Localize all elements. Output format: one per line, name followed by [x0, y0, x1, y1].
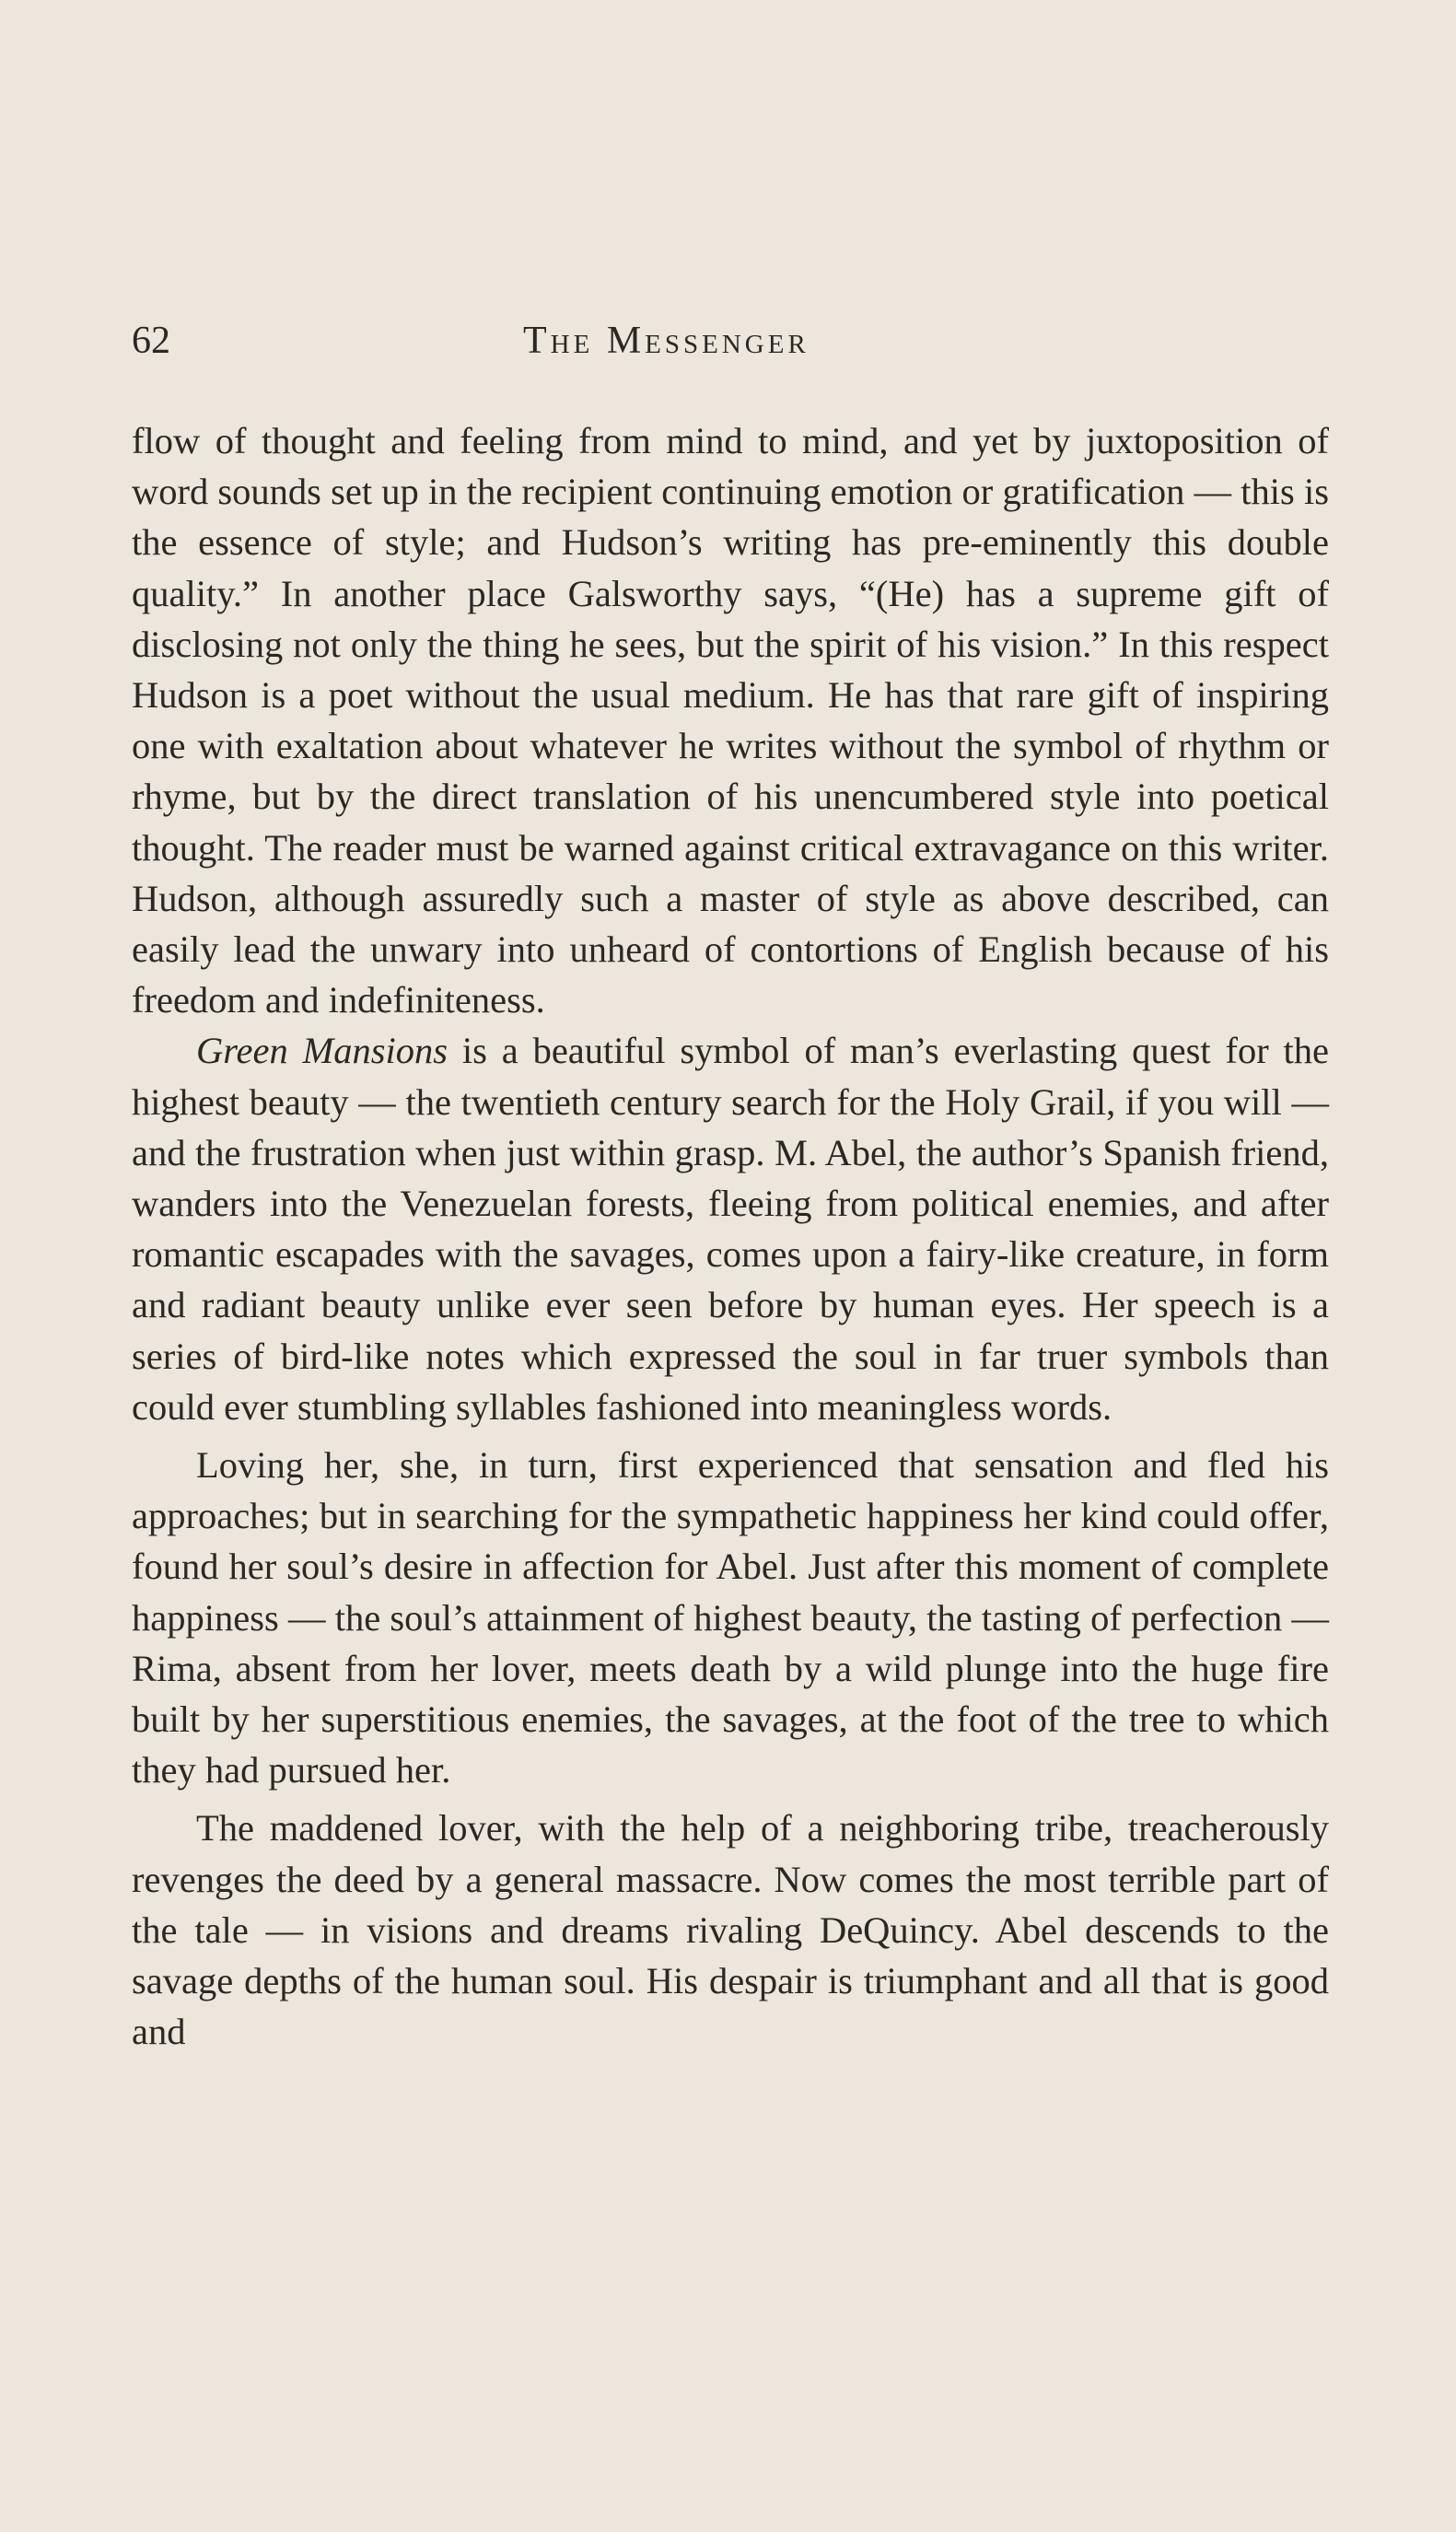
running-head: [132, 313, 1329, 368]
paragraph-3: Loving her, she, in turn, first experienced that sensation and fled his approaches; but in searching for the sympathetic happiness her kind could offer, found her soul’s desire in affection for Abel. Just after this moment of complete happiness — the soul’s attainment of highest beauty, the tasting of perfection — Rima, absent from her lover, meets death by a wild plunge into the huge fire built by her superstitious enemies, the savages, at the foot of the tree to which they had pursued her.: [132, 1444, 1329, 1791]
page-number: 62: [132, 320, 170, 362]
book-title-green-mansions: Green Mansions: [196, 1030, 448, 1072]
paragraph-1: flow of thought and feeling from mind to mind, and yet by juxtoposition of word sounds set up in the recipient continuing emotion or gratification — this is the essence of style; and Hudson’s writing has pre-eminently this double quality.” In another place Galsworthy says, “(He) has a supreme gift of disclosing not only the thing he sees, but the spirit of his vision.” In this respect Hudson is a poet without the usual medium. He has that rare gift of inspiring one with exaltation about whatever he writes without the symbol of rhythm or rhyme, but by the direct translation of his unencumbered style into poetical thought. The reader must be warned against critical extravagance on this writer. Hudson, although assuredly such a master of style as above described, can easily lead the unwary into unheard of contortions of English because of his freedom and indefiniteness.: [132, 420, 1329, 1021]
paragraph-2-text: is a beautiful symbol of man’s everlasting quest for the highest beauty — the twentieth century search for the Holy Grail, if you will — and the frustration when just within grasp. M. Abel, the author’s Spanish friend, wanders into the Venezuelan forests, fleeing from political enemies, and after romantic escapades with the savages, comes upon a fairy-like creature, in form and radiant beauty unlike ever seen before by human eyes. Her speech is a series of bird-like notes which expressed the soul in far truer symbols than could ever stumbling syllables fashioned into meaningless words.: [132, 1030, 1329, 1428]
body-text: [132, 415, 1329, 2058]
paragraph-2: [132, 1025, 1329, 1432]
running-title: The Messenger: [523, 320, 810, 362]
paragraph-4: The maddened lover, with the help of a neighboring tribe, treacherously revenges the deed by a general massacre. Now comes the most terrible part of the tale — in visions and dreams rivaling DeQuincy. Abel descends to the savage depths of the human soul. His despair is triumphant and all that is good and: [132, 1807, 1329, 2053]
